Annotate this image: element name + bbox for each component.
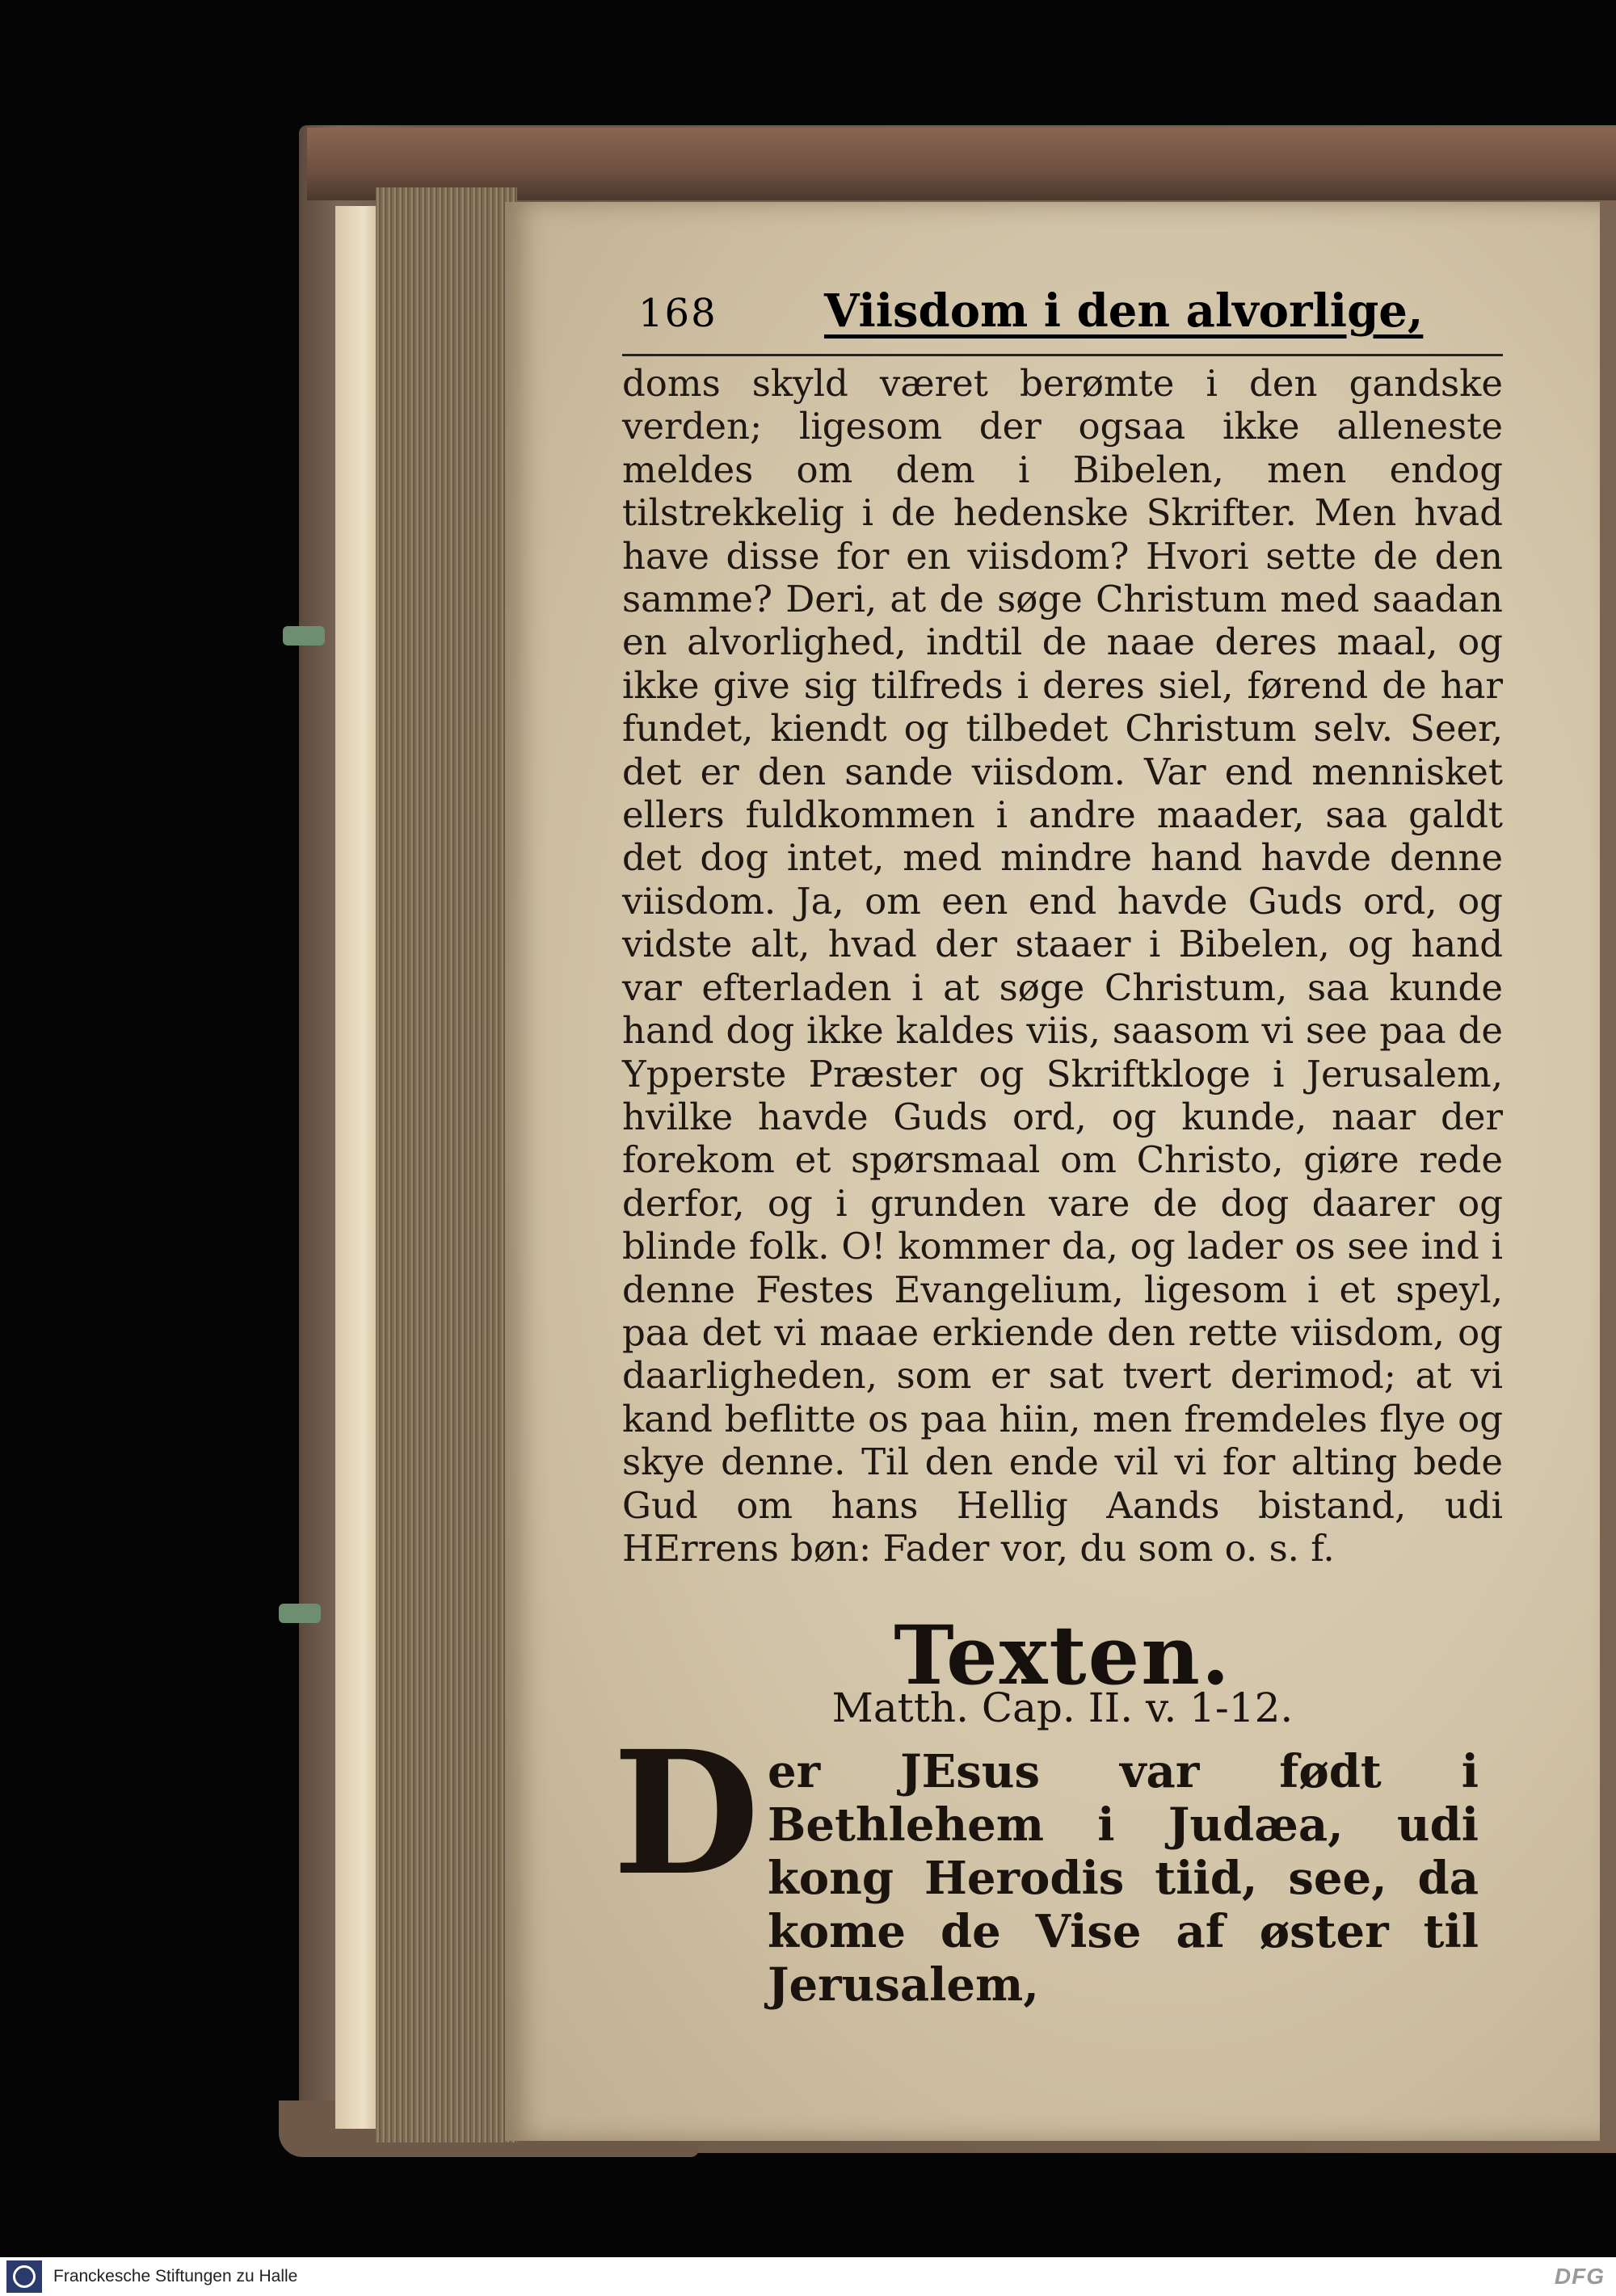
running-head	[622, 284, 1503, 355]
book-clasp-bottom	[279, 1604, 321, 1623]
institution-label: Franckesche Stiftungen zu Halle	[53, 2267, 298, 2285]
scripture-reference: Matth. Cap. II. v. 1-12.	[831, 1684, 1294, 1731]
institution-logo-icon	[6, 2260, 42, 2293]
section-heading: Texten.	[894, 1608, 1231, 1703]
dfg-badge: DFG	[1554, 2264, 1605, 2289]
head-rule	[622, 354, 1503, 356]
running-title: Viisdom i den alvorlige,	[824, 284, 1424, 338]
book-clasp-top	[283, 626, 325, 645]
footer-bar	[0, 2257, 1616, 2296]
body-paragraph: doms skyld været berømte i den gandske verden; ligesom der ogsaa ikke alleneste meldes om dem i Bibelen, men endog tilstrekkelig i de hedenske Skrifter. Men hvad have disse for en viisdom? Hvori sette de den samme? Deri, at de søge Christum med saadan en alvorlighed, indtil de naae deres maal, og ikke give sig tilfreds i deres siel, førend de har fundet, kiendt og tilbedet Christum selv. Seer, det er den sande viisdom. Var end mennisket ellers fuldkommen i andre maader, saa galdt det dog intet, med mindre hand havde denne viisdom. Ja, om een end havde Guds ord, og vidste alt, hvad der staaer i Bibelen, og hand var efterladen i at søge Christum, saa kunde hand dog ikke kaldes viis, saasom vi see paa de Ypperste Præster og Skriftkloge i Jerusalem, hvilke havde Guds ord, og kunde, naar der forekom et spørsmaal om Christo, giøre rede derfor, og i grunden vare de dog daarer og blinde folk. O! kommer da, og lader os see ind i denne Festes Evangelium, ligesom i et speyl, paa det vi maae erkiende den rette viisdom, og daarligheden, som er sat tvert derimod; at vi kand beflitte os paa hiin, men fremdeles flye og skye denne. Til den ende vil vi for alting bede Gud om hans Hellig Aands bistand, udi HErrens bøn: Fader vor, du som o. s. f.	[622, 362, 1503, 1570]
page-number: 168	[638, 291, 718, 336]
page-stack-edge	[376, 187, 517, 2143]
drop-initial: D	[612, 1714, 760, 1913]
verse-text: er JEsus var født i Bethlehem i Judæa, udi kong Herodis tiid, see, da kome de Vise af øster til Jerusalem,	[768, 1745, 1479, 2012]
